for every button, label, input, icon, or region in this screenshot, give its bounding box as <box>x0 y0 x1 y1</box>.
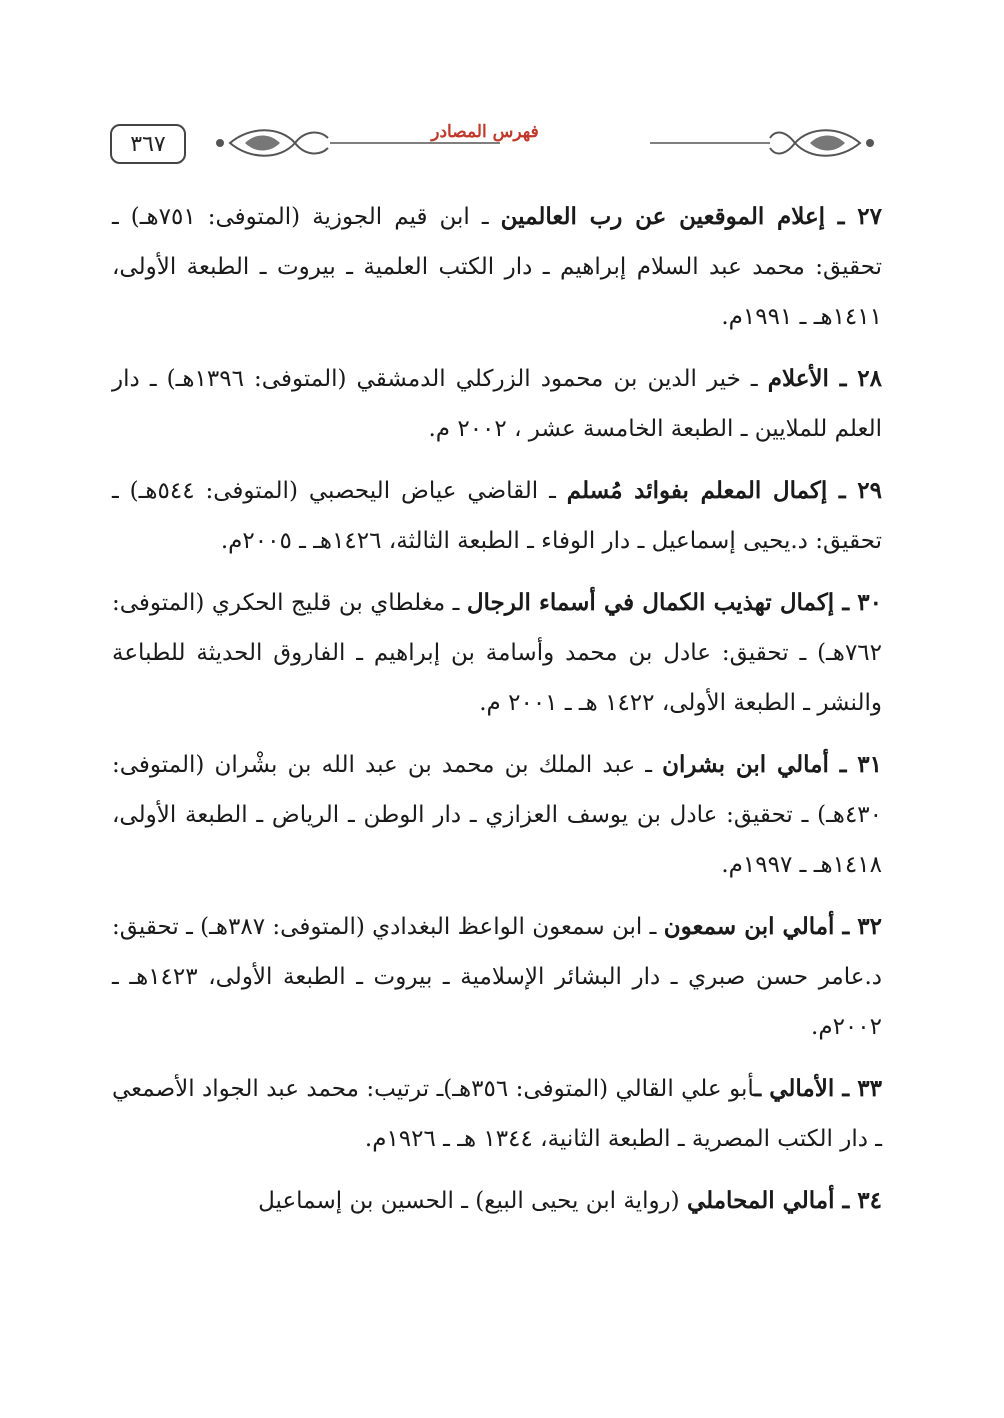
entry-details: أبو علي القالي (المتوفى: ٣٥٦هـ)ـ ترتيب: محمد عبد الجواد الأصمعي ـ دار الكتب المصرية ـ الطبعة الثانية، ١٣٤٤ هـ ـ ١٩٢٦م. <box>112 1076 882 1152</box>
source-entry <box>112 1064 882 1164</box>
entry-number: ٣٠ ـ <box>834 589 882 616</box>
source-entry <box>112 354 882 454</box>
header-title: فهرس المصادر <box>431 122 539 142</box>
entry-number: ٣١ ـ <box>828 751 882 778</box>
entry-details: ـ عبد الملك بن محمد بن عبد الله بن بشْران (المتوفى: ٤٣٠هـ) ـ تحقيق: عادل بن يوسف العزازي ـ دار الوطن ـ الرياض ـ الطبعة الأولى، ١٤١٨هـ ـ ١٩٩٧م. <box>112 752 882 878</box>
source-entry <box>112 466 882 566</box>
entry-number: ٣٣ ـ <box>834 1075 882 1102</box>
entry-number: ٣٢ ـ <box>834 913 882 940</box>
entry-title: الأمالي ـ <box>754 1075 835 1102</box>
entry-details: ـ ابن قيم الجوزية (المتوفى: ٧٥١هـ) ـ تحقيق: محمد عبد السلام إبراهيم ـ دار الكتب العلمية ـ بيروت ـ الطبعة الأولى، ١٤١١هـ ـ ١٩٩١م. <box>112 204 882 330</box>
entry-title: الأعلام <box>767 365 829 392</box>
entry-number: ٢٧ ـ <box>825 203 883 230</box>
entry-title: أمالي ابن سمعون <box>663 913 835 940</box>
entry-title: إعلام الموقعين عن رب العالمين <box>500 203 826 230</box>
entry-number: ٢٩ ـ <box>827 477 882 504</box>
entry-title: أمالي المحاملي <box>686 1187 835 1214</box>
source-entry <box>112 740 882 890</box>
source-entry <box>112 578 882 728</box>
source-entry <box>112 192 882 342</box>
source-entry <box>112 1176 882 1226</box>
entry-title: إكمال المعلم بفوائد مُسلم <box>566 477 828 504</box>
entry-details: (رواية ابن يحيى البيع) ـ الحسين بن إسماعيل <box>258 1188 687 1214</box>
entry-details: ـ القاضي عياض اليحصبي (المتوفى: ٥٤٤هـ) ـ تحقيق: د.يحيى إسماعيل ـ دار الوفاء ـ الطبعة الثالثة، ١٤٢٦هـ ـ ٢٠٠٥م. <box>112 478 882 554</box>
entry-number: ٣٤ ـ <box>834 1187 882 1214</box>
page-header <box>110 118 880 168</box>
source-entry <box>112 902 882 1052</box>
entry-title: أمالي ابن بشران <box>662 751 829 778</box>
page-number: ٣٦٧ <box>110 124 186 164</box>
entry-number: ٢٨ ـ <box>828 365 882 392</box>
entry-details: ـ خير الدين بن محمود الزركلي الدمشقي (المتوفى: ١٣٩٦هـ) ـ دار العلم للملايين ـ الطبعة الخامسة عشر ، ٢٠٠٢ م. <box>112 366 882 442</box>
sources-list <box>112 192 882 1238</box>
entry-details: ـ ابن سمعون الواعظ البغدادي (المتوفى: ٣٨٧هـ) ـ تحقيق: د.عامر حسن صبري ـ دار البشائر الإسلامية ـ بيروت ـ الطبعة الأولى، ١٤٢٣هـ ـ ٢٠٠٢م. <box>112 914 883 1040</box>
entry-title: إكمال تهذيب الكمال في أسماء الرجال <box>466 589 835 616</box>
entry-details: ـ مغلطاي بن قليج الحكري (المتوفى: ٧٦٢هـ) ـ تحقيق: عادل بن محمد وأسامة بن إبراهيم ـ الفاروق الحديثة للطباعة والنشر ـ الطبعة الأولى، ١٤٢٢ هـ ـ ٢٠٠١ م. <box>112 590 882 716</box>
